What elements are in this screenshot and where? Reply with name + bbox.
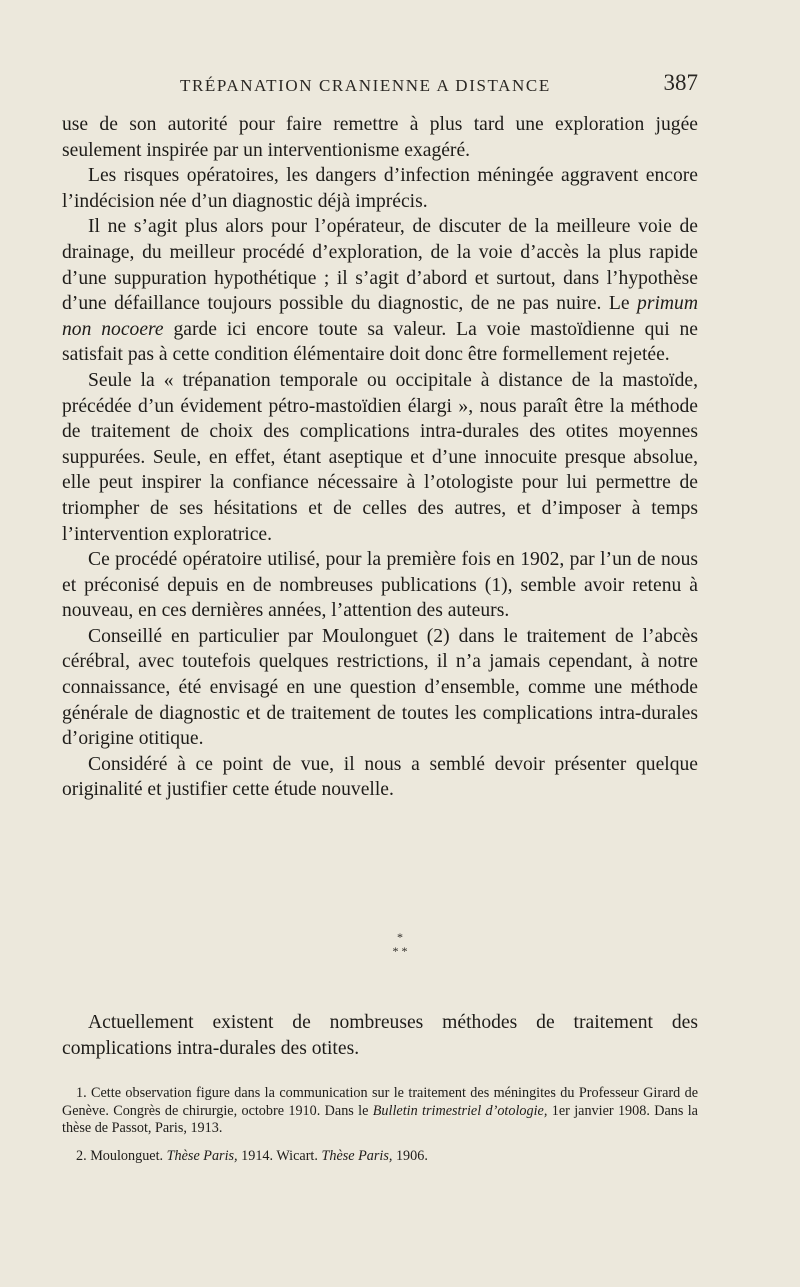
paragraph-3-text-a: Il ne s’agit plus alors pour l’opérateur, de discuter de la meilleure voie de drainage, du meilleur procédé d’exploration, de la voie d’accès la plus rapide d’une suppuration hypothétique ; il s’agit d’abord et surtout, dans l’hypothèse d’une défaillance toujours possible du diagnostic, de ne pas nuire. Le (62, 216, 698, 315)
latin-phrase: primum non nocoere (62, 293, 698, 340)
paragraph-3 (62, 214, 698, 368)
footnote-1 (62, 1085, 698, 1138)
footnotes (62, 1085, 698, 1175)
footnote-2-text-a: 2. Moulonguet. (76, 1147, 164, 1164)
separator-asterisks-bottom: * * (392, 944, 408, 958)
paragraph-5: Ce procédé opératoire utilisé, pour la première fois en 1902, par l’un de nous et préconisé depuis en de nombreuses publications (1), semble avoir retenu à nouveau, en ces dernières années, l’attention des auteurs. (62, 549, 698, 622)
paragraph-6: Conseillé en particulier par Moulonguet (2) dans le traitement de l’abcès cérébral, avec toutefois quelques restrictions, il n’a jamais cependant, à notre connaissance, été envisagé en une question d’ensemble, comme une méthode générale de diagnostic et de traitement de toutes les complications intra-durales d’origine otitique. (62, 625, 698, 750)
page-number: 387 (663, 70, 698, 95)
paragraph-1: use de son autorité pour faire remettre à plus tard une exploration jugée seulement inspirée par un interventionisme exagéré. (62, 114, 698, 161)
paragraph-8: Actuellement existent de nombreuses méthodes de traitement des complications intra-durales des otites. (62, 1012, 698, 1059)
separator-asterisk-top: * (397, 930, 403, 944)
paragraph-2: Les risques opératoires, les dangers d’infection méningée aggravent encore l’indécision née d’un diagnostic déjà imprécis. (62, 165, 698, 212)
footnote-1-text-a: 1. Cette observation figure dans la communication sur le traitement des méningites du Professeur Girard de Genève. Congrès de chirurgie, octobre 1910. Dans le (62, 1085, 698, 1119)
footnote-1-text-b: 1er janvier 1908. Dans la thèse de Passot, Paris, 1913. (62, 1102, 698, 1136)
page-header (62, 70, 698, 100)
footnote-2-text-b: 1914. Wicart. (241, 1147, 318, 1164)
section-separator (0, 930, 800, 958)
footnote-2-thesis-1: Thèse Paris, (166, 1147, 238, 1164)
footnote-2-thesis-2: Thèse Paris, (321, 1147, 393, 1164)
paragraph-7: Considéré à ce point de vue, il nous a semblé devoir présenter quelque originalité et justifier cette étude nouvelle. (62, 753, 698, 801)
paragraph-3-text-b: garde ici encore toute sa valeur. La voie mastoïdienne qui ne satisfait pas à cette condition élémentaire doit donc être formellement rejetée. (62, 318, 698, 366)
footnote-2 (62, 1148, 698, 1166)
footnote-1-journal: Bulletin trimestriel d’otologie, (372, 1102, 548, 1119)
paragraph-4: Seule la « trépanation temporale ou occipitale à distance de la mastoïde, précédée d’un évidement pétro-mastoïdien élargi », nous paraît être la méthode de traitement de choix des complications intra-durales des otites moyennes suppurées. Seule, en effet, étant aseptique et d’une innocuite presque absolue, elle peut inspirer la confiance nécessaire à l’otologiste pour lui permettre de triompher de ses hésitations et de celles des autres, et d’imposer à temps l’intervention exploratrice. (62, 369, 698, 545)
main-text (62, 112, 698, 803)
section-text (62, 1010, 698, 1061)
footnote-2-text-c: 1906. (395, 1147, 428, 1164)
running-title: TRÉPANATION CRANIENNE A DISTANCE (180, 76, 551, 95)
